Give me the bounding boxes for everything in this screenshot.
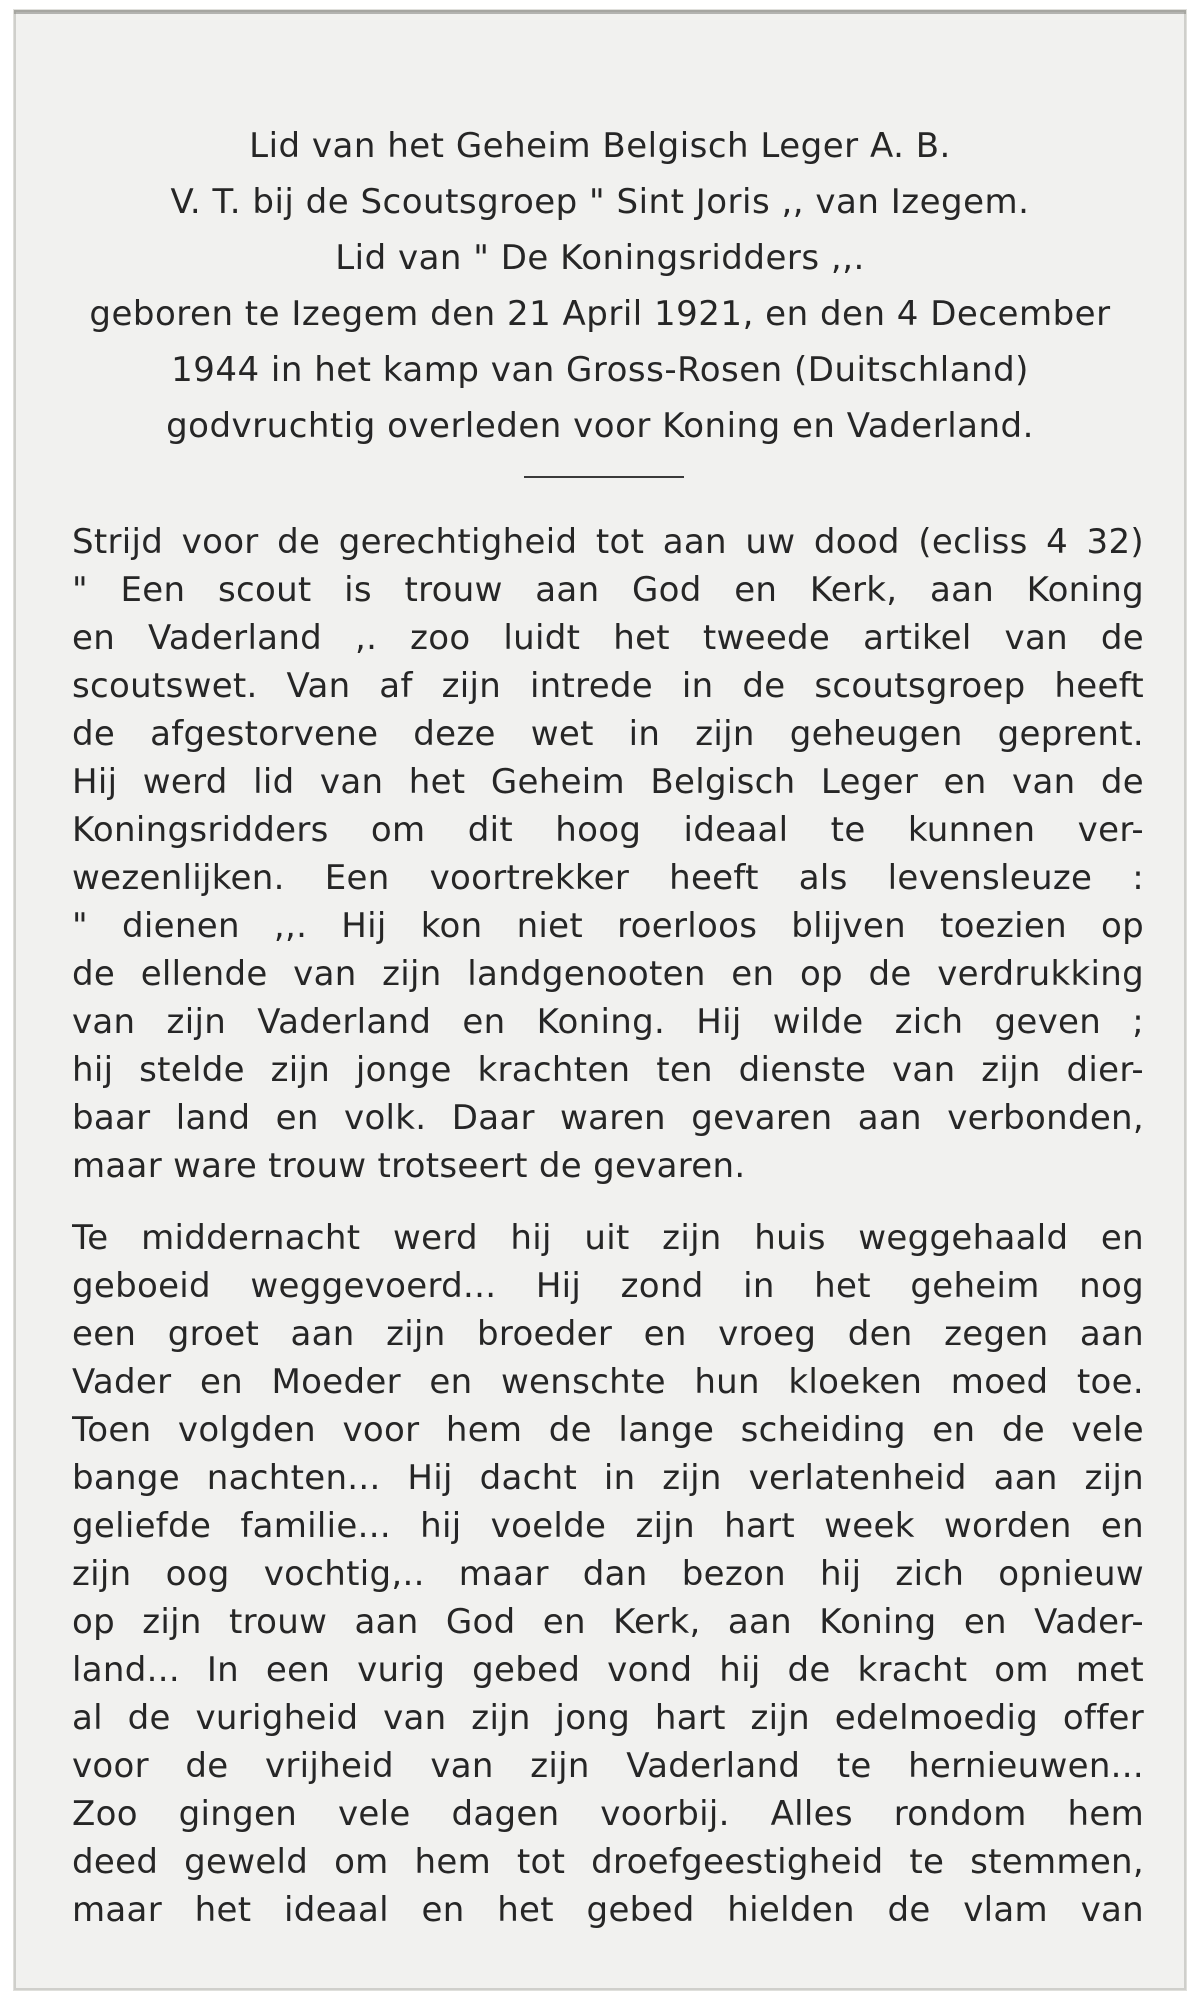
text-line: de ellende van zijn landgenooten en op de verdrukking [72,954,1144,994]
header-line: Lid van " De Koningsridders ,,. [335,238,865,278]
text-line: land... In een vurig gebed vond hij de kracht om met [72,1650,1144,1690]
header-line: 1944 in het kamp van Gross-Rosen (Duitschland) [171,350,1029,390]
text-line: bange nachten... Hij dacht in zijn verlatenheid aan zijn [72,1458,1144,1498]
text-line: van zijn Vaderland en Koning. Hij wilde zich geven ; [72,1002,1144,1042]
text-line: deed geweld om hem tot droefgeestigheid te stemmen, [72,1842,1144,1882]
header-line: V. T. bij de Scoutsgroep " Sint Joris ,, van Izegem. [170,182,1030,222]
memorial-card [14,10,1186,1990]
text-line: maar ware trouw trotseert de gevaren. [72,1146,746,1186]
text-line: " Een scout is trouw aan God en Kerk, aan Koning [72,570,1144,610]
divider-rule [524,476,684,478]
text-line: zijn oog vochtig,.. maar dan bezon hij zich opnieuw [72,1554,1144,1594]
text-line: Te middernacht werd hij uit zijn huis weggehaald en [72,1218,1144,1258]
text-line: geboeid weggevoerd... Hij zond in het geheim nog [72,1266,1144,1306]
text-line: Hij werd lid van het Geheim Belgisch Leger en van de [72,762,1144,802]
card-header [14,118,1186,454]
text-line: en Vaderland ,. zoo luidt het tweede artikel van de [72,618,1144,658]
text-line: hij stelde zijn jonge krachten ten dienste van zijn dier- [72,1050,1144,1090]
text-line: de afgestorvene deze wet in zijn geheugen geprent. [72,714,1144,754]
text-line: geliefde familie... hij voelde zijn hart week worden en [72,1506,1144,1546]
text-line: Koningsridders om dit hoog ideaal te kunnen ver- [72,810,1144,850]
paragraph-tribute [72,518,1144,1190]
text-line: voor de vrijheid van zijn Vaderland te hernieuwen... [72,1746,1144,1786]
text-line: maar het ideaal en het gebed hielden de vlam van [72,1890,1144,1930]
text-line: Vader en Moeder en wenschte hun kloeken moed toe. [72,1362,1144,1402]
text-line: op zijn trouw aan God en Kerk, aan Koning en Vader- [72,1602,1144,1642]
text-line: al de vurigheid van zijn jong hart zijn edelmoedig offer [72,1698,1144,1738]
paragraph-captivity [72,1214,1144,1934]
text-line: een groet aan zijn broeder en vroeg den zegen aan [72,1314,1144,1354]
header-line: Lid van het Geheim Belgisch Leger A. B. [249,126,951,166]
text-line: " dienen ,,. Hij kon niet roerloos blijven toezien op [72,906,1144,946]
text-line: wezenlijken. Een voortrekker heeft als levensleuze : [72,858,1144,898]
text-line: Toen volgden voor hem de lange scheiding en de vele [72,1410,1144,1450]
text-line: Strijd voor de gerechtigheid tot aan uw dood (ecliss 4 32) [72,522,1144,562]
text-line: scoutswet. Van af zijn intrede in de scoutsgroep heeft [72,666,1144,706]
header-line: godvruchtig overleden voor Koning en Vaderland. [166,406,1034,446]
text-line: baar land en volk. Daar waren gevaren aan verbonden, [72,1098,1144,1138]
text-line: Zoo gingen vele dagen voorbij. Alles rondom hem [72,1794,1144,1834]
header-line: geboren te Izegem den 21 April 1921, en den 4 December [89,294,1111,334]
